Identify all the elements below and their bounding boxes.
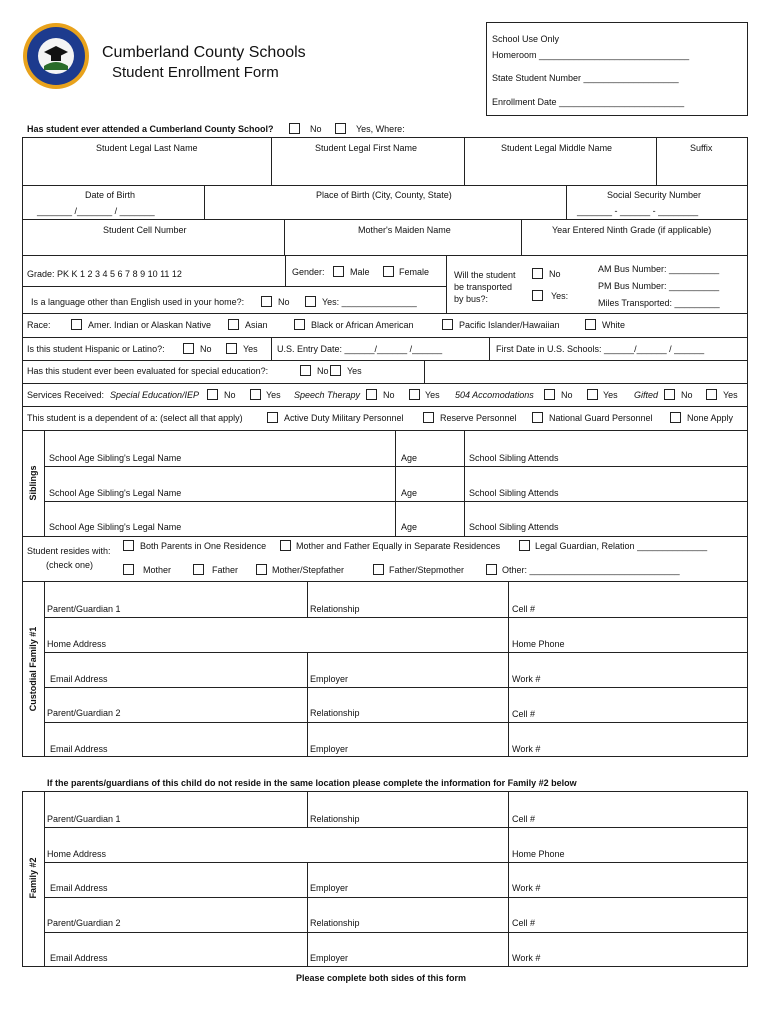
bus-yes-checkbox[interactable] [532, 290, 543, 301]
hispanic-no-checkbox[interactable] [183, 343, 194, 354]
evaluated-no-checkbox[interactable] [300, 365, 311, 376]
dependent-active-label: Active Duty Military Personnel [284, 413, 404, 423]
acc-no-checkbox[interactable] [544, 389, 555, 400]
family1-side-label: Custodial Family #1 [28, 626, 38, 712]
f1-pg1-label: Parent/Guardian 1 [47, 604, 121, 614]
dependent-none-label: None Apply [687, 413, 734, 423]
speech-yes-checkbox[interactable] [409, 389, 420, 400]
family2-box [22, 791, 748, 967]
resides-both-label: Both Parents in One Residence [140, 541, 267, 551]
attended-no-checkbox[interactable] [289, 123, 300, 134]
dependent-reserve-checkbox[interactable] [423, 412, 434, 423]
f2-relationship2-label: Relationship [310, 918, 360, 928]
resides-guardian-field[interactable]: Legal Guardian, Relation ______________ [535, 541, 708, 551]
f1-home-address-label: Home Address [47, 639, 107, 649]
language-yes-field[interactable]: Yes: _______________ [322, 297, 417, 307]
f2-employer2-label: Employer [310, 953, 349, 963]
f2-email2-label: Email Address [50, 953, 108, 963]
grade-options[interactable]: Grade: PK K 1 2 3 4 5 6 7 8 9 10 11 12 [27, 269, 182, 279]
cell-number-label: Student Cell Number [103, 225, 187, 235]
race-pacific-checkbox[interactable] [442, 319, 453, 330]
language-no-label: No [278, 297, 290, 307]
resides-equal-checkbox[interactable] [280, 540, 291, 551]
male-checkbox[interactable] [333, 266, 344, 277]
sibling-name-label: School Age Sibling's Legal Name [49, 522, 182, 532]
bus-yes-label: Yes: [551, 291, 569, 301]
race-asian-checkbox[interactable] [228, 319, 239, 330]
school-use-label: School Use Only [492, 34, 560, 44]
school-logo [22, 22, 90, 90]
dependent-reserve-label: Reserve Personnel [440, 413, 517, 423]
female-checkbox[interactable] [383, 266, 394, 277]
resides-stepfather-label: Mother/Stepfather [272, 565, 345, 575]
us-entry-date-field[interactable]: U.S. Entry Date: ______/______ /______ [277, 344, 443, 354]
language-yes-checkbox[interactable] [305, 296, 316, 307]
attended-yes-checkbox[interactable] [335, 123, 346, 134]
acc-yes-checkbox[interactable] [587, 389, 598, 400]
race-white-checkbox[interactable] [585, 319, 596, 330]
state-student-number-field[interactable]: State Student Number ___________________ [492, 73, 679, 83]
resides-stepfather-checkbox[interactable] [256, 564, 267, 575]
speech-yes-label: Yes [425, 390, 440, 400]
bus-no-label: No [549, 269, 561, 279]
gender-label: Gender: [292, 267, 325, 277]
bus-question-line1: Will the student [454, 270, 516, 280]
dependent-none-checkbox[interactable] [670, 412, 681, 423]
f1-cell-label: Cell # [512, 604, 536, 614]
hispanic-yes-checkbox[interactable] [226, 343, 237, 354]
f2-cell-label: Cell # [512, 814, 536, 824]
resides-other-field[interactable]: Other: ______________________________ [502, 565, 680, 575]
dob-label: Date of Birth [85, 190, 136, 200]
ssn-label: Social Security Number [607, 190, 702, 200]
maiden-name-label: Mother's Maiden Name [358, 225, 451, 235]
attended-yes-label: Yes, Where: [356, 124, 405, 134]
dependent-label: This student is a dependent of a: (select all that apply) [27, 413, 243, 423]
miles-field[interactable]: Miles Transported: _________ [598, 298, 720, 308]
evaluated-yes-label: Yes [347, 366, 362, 376]
sibling-name-label: School Age Sibling's Legal Name [49, 453, 182, 463]
f2-work2-label: Work # [512, 953, 541, 963]
sped-yes-checkbox[interactable] [250, 389, 261, 400]
sped-label: Special Education/IEP [110, 390, 200, 400]
race-indian-label: Amer. Indian or Alaskan Native [88, 320, 212, 330]
gifted-yes-checkbox[interactable] [706, 389, 717, 400]
siblings-side-label: Siblings [28, 465, 38, 501]
f2-work-label: Work # [512, 883, 541, 893]
am-bus-field[interactable]: AM Bus Number: __________ [598, 264, 720, 274]
race-label: Race: [27, 320, 51, 330]
sped-yes-label: Yes [266, 390, 281, 400]
f2-cell2-label: Cell # [512, 918, 536, 928]
ninth-grade-label: Year Entered Ninth Grade (if applicable) [552, 225, 712, 235]
f1-relationship-label: Relationship [310, 604, 360, 614]
form-title: Student Enrollment Form [112, 64, 279, 81]
suffix-label: Suffix [690, 143, 713, 153]
resides-both-checkbox[interactable] [123, 540, 134, 551]
dependent-active-checkbox[interactable] [267, 412, 278, 423]
f2-pg2-label: Parent/Guardian 2 [47, 918, 121, 928]
sped-no-label: No [224, 390, 236, 400]
resides-stepmother-label: Father/Stepmother [389, 565, 465, 575]
acc-no-label: No [561, 390, 573, 400]
f2-pg1-label: Parent/Guardian 1 [47, 814, 121, 824]
resides-mother-label: Mother [143, 565, 172, 575]
bus-no-checkbox[interactable] [532, 268, 543, 279]
language-no-checkbox[interactable] [261, 296, 272, 307]
race-indian-checkbox[interactable] [71, 319, 82, 330]
f1-work-label: Work # [512, 674, 541, 684]
f1-home-phone-label: Home Phone [512, 639, 565, 649]
speech-no-label: No [383, 390, 395, 400]
sibling-age-label: Age [401, 522, 418, 532]
sibling-school-label: School Sibling Attends [469, 522, 559, 532]
gifted-no-label: No [681, 390, 693, 400]
dependent-guard-label: National Guard Personnel [549, 413, 653, 423]
f1-email-label: Email Address [50, 674, 108, 684]
bus-question-line3: by bus?: [454, 294, 489, 304]
f2-relationship-label: Relationship [310, 814, 360, 824]
evaluated-yes-checkbox[interactable] [330, 365, 341, 376]
male-label: Male [350, 267, 370, 277]
family2-side-label: Family #2 [28, 857, 38, 899]
resides-check-one: (check one) [46, 560, 94, 570]
bus-question-line2: be transported [454, 282, 513, 292]
enrollment-date-field[interactable]: Enrollment Date _________________________ [492, 97, 685, 107]
f1-cell2-label: Cell # [512, 709, 536, 719]
language-question: Is a language other than English used in your home?: [31, 297, 245, 307]
resides-equal-label: Mother and Father Equally in Separate Residences [296, 541, 501, 551]
services-label: Services Received: [27, 390, 105, 400]
resides-mother-checkbox[interactable] [123, 564, 134, 575]
speech-no-checkbox[interactable] [366, 389, 377, 400]
hispanic-question: Is this student Hispanic or Latino?: [27, 344, 165, 354]
sibling-school-label: School Sibling Attends [469, 488, 559, 498]
footer-note: Please complete both sides of this form [296, 973, 467, 983]
race-pacific-label: Pacific Islander/Hawaiian [459, 320, 560, 330]
first-us-school-date-field[interactable]: First Date in U.S. Schools: ______/______ / ______ [496, 344, 705, 354]
birthplace-label: Place of Birth (City, County, State) [316, 190, 452, 200]
race-asian-label: Asian [245, 320, 268, 330]
sibling-school-label: School Sibling Attends [469, 453, 559, 463]
f1-email2-label: Email Address [50, 744, 108, 754]
acc-yes-label: Yes [603, 390, 618, 400]
race-white-label: White [602, 320, 626, 330]
hispanic-no-label: No [200, 344, 212, 354]
hispanic-yes-label: Yes [243, 344, 258, 354]
resides-other-checkbox[interactable] [486, 564, 497, 575]
first-name-label: Student Legal First Name [315, 143, 418, 153]
resides-stepmother-checkbox[interactable] [373, 564, 384, 575]
f1-employer-label: Employer [310, 674, 349, 684]
f2-email-label: Email Address [50, 883, 108, 893]
evaluated-question: Has this student ever been evaluated for special education?: [27, 366, 269, 376]
attended-question: Has student ever attended a Cumberland County School? [27, 124, 274, 134]
race-black-label: Black or African American [311, 320, 414, 330]
f2-employer-label: Employer [310, 883, 349, 893]
f1-relationship2-label: Relationship [310, 708, 360, 718]
f2-home-phone-label: Home Phone [512, 849, 565, 859]
speech-label: Speech Therapy [294, 390, 361, 400]
dob-field[interactable]: _______ /_______ / _______ [37, 206, 155, 216]
school-name: Cumberland County Schools [102, 44, 306, 61]
middle-name-label: Student Legal Middle Name [501, 143, 613, 153]
ssn-field[interactable]: _______ - ______ - ________ [577, 206, 699, 216]
f1-pg2-label: Parent/Guardian 2 [47, 708, 121, 718]
resides-father-checkbox[interactable] [193, 564, 204, 575]
sibling-name-label: School Age Sibling's Legal Name [49, 488, 182, 498]
resides-label: Student resides with: [27, 546, 111, 556]
attended-no-label: No [310, 124, 322, 134]
family2-note: If the parents/guardians of this child do not reside in the same location please complete the information for Family #2 below [47, 778, 577, 788]
dependent-guard-checkbox[interactable] [532, 412, 543, 423]
acc-label: 504 Accomodations [455, 390, 534, 400]
resides-father-label: Father [212, 565, 239, 575]
f2-home-address-label: Home Address [47, 849, 107, 859]
gifted-no-checkbox[interactable] [664, 389, 675, 400]
evaluated-no-label: No [317, 366, 329, 376]
homeroom-field[interactable]: Homeroom ______________________________ [492, 50, 690, 60]
gifted-yes-label: Yes [723, 390, 738, 400]
f1-employer2-label: Employer [310, 744, 349, 754]
f1-work2-label: Work # [512, 744, 541, 754]
sibling-age-label: Age [401, 453, 418, 463]
sibling-age-label: Age [401, 488, 418, 498]
pm-bus-field[interactable]: PM Bus Number: __________ [598, 281, 720, 291]
race-black-checkbox[interactable] [294, 319, 305, 330]
gifted-label: Gifted [634, 390, 659, 400]
sped-no-checkbox[interactable] [207, 389, 218, 400]
last-name-label: Student Legal Last Name [96, 143, 198, 153]
resides-guardian-checkbox[interactable] [519, 540, 530, 551]
female-label: Female [399, 267, 430, 277]
